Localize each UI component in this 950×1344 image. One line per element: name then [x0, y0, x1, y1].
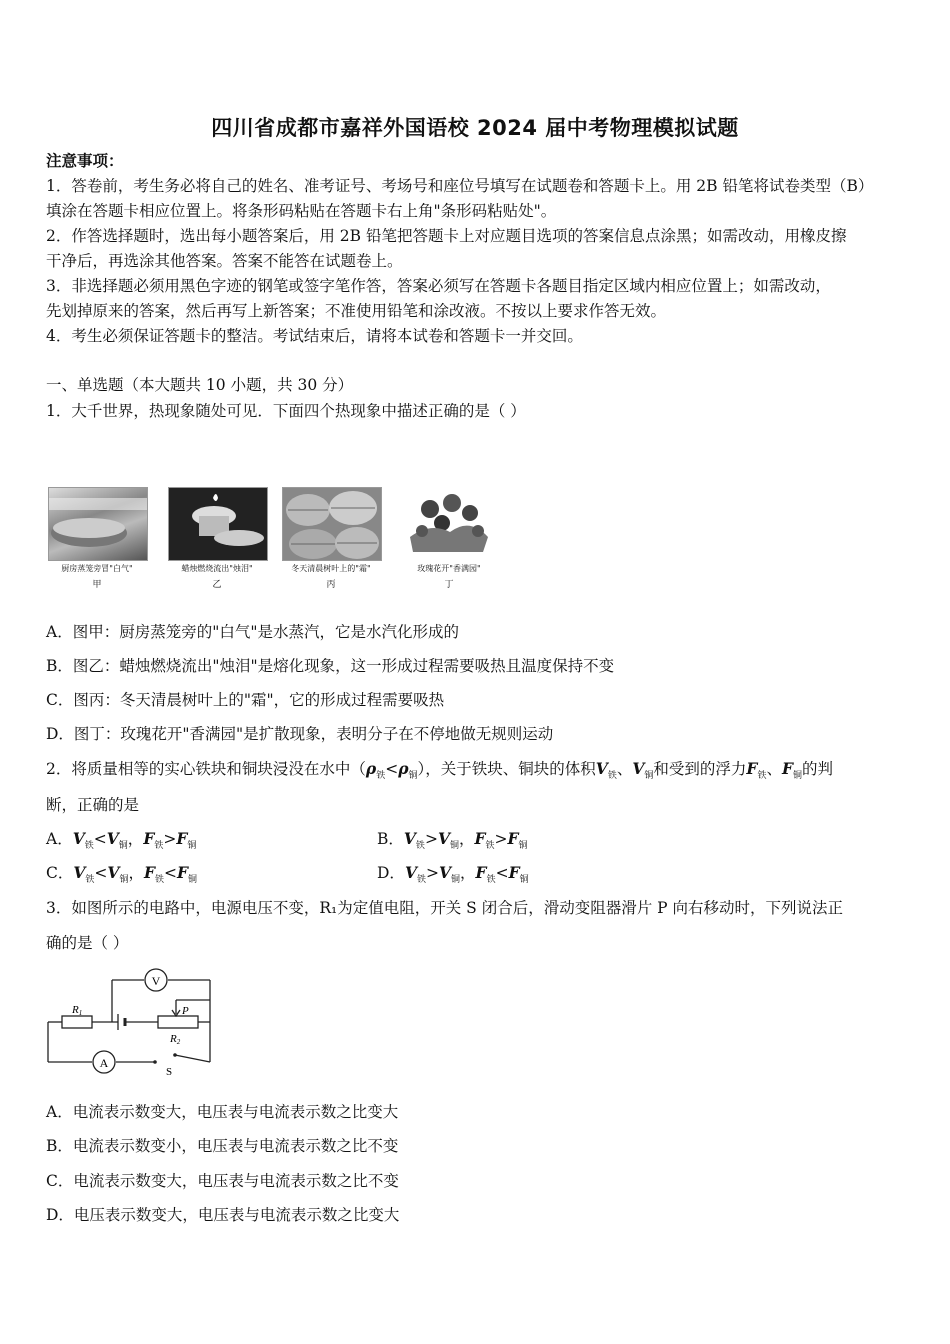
notice-line-3: 2．作答选择题时，选出每小题答案后，用 2B 铅笔把答题卡上对应题目选项的答案信息点涂黑；如需改动，用橡皮擦	[46, 227, 847, 245]
slider-p-label: P	[182, 1005, 189, 1017]
q3-option-c: C．电流表示数变大，电压表与电流表示数之比不变	[46, 1172, 399, 1190]
q2-option-c: C．$V_铁<V_铜$，$F_铁<F_铜$	[46, 863, 198, 886]
q3-stem: 3．如图所示的电路中，电源电压不变，R₁为定值电阻，开关 S 闭合后，滑动变阻器滑片 P 向右移动时，下列说法正	[46, 899, 844, 917]
circuit-diagram	[40, 964, 220, 1080]
label-ding: 丁	[444, 580, 454, 590]
q1-option-d: D．图丁：玫瑰花开"香满园"是扩散现象，表明分子在不停地做无规则运动	[46, 725, 554, 743]
q2-option-a: A．$V_铁<V_铜$，$F_铁>F_铜$	[46, 829, 197, 852]
q3-stem-line2: 确的是（ ）	[46, 934, 129, 952]
label-jia: 甲	[92, 580, 102, 590]
steamer-photo	[48, 487, 148, 561]
label-bing: 丙	[326, 580, 336, 590]
q1-option-a: A．图甲：厨房蒸笼旁的"白气"是水蒸汽，它是水汽化形成的	[46, 623, 459, 641]
q1-option-b: B．图乙：蜡烛燃烧流出"烛泪"是熔化现象，这一形成过程需要吸热且温度保持不变	[46, 657, 615, 675]
notice-line-6: 先划掉原来的答案，然后再写上新答案；不准使用铅笔和涂改液。不按以上要求作答无效。	[46, 302, 667, 320]
q2-stem-line2: 断，正确的是	[46, 796, 140, 814]
notice-line-4: 干净后，再选涂其他答案。答案不能答在试题卷上。	[46, 252, 403, 270]
label-yi: 乙	[212, 580, 222, 590]
ammeter-label: A	[99, 1056, 109, 1070]
section-heading: 一、单选题（本大题共 10 小题，共 30 分）	[46, 376, 354, 394]
candle-photo	[168, 487, 268, 561]
caption-ding: 玫瑰花开"香满园"	[417, 564, 481, 573]
q3-option-b: B．电流表示数变小，电压表与电流表示数之比不变	[46, 1137, 399, 1155]
r1-label: R1	[72, 1004, 83, 1017]
notice-line-1: 1．答卷前，考生务必将自己的姓名、准考证号、考场号和座位号填写在试题卷和答题卡上。用 2B 铅笔将试卷类型（B）	[46, 177, 874, 195]
notice-line-2: 填涂在答题卡相应位置上。将条形码粘贴在答题卡右上角"条形码粘贴处"。	[46, 202, 557, 220]
notice-line-5: 3．非选择题必须用黑色字迹的钢笔或签字笔作答，答案必须写在答题卡各题目指定区域内相应位置上；如需改动，	[46, 277, 831, 295]
q1-option-c: C．图丙：冬天清晨树叶上的"霜"，它的形成过程需要吸热	[46, 691, 445, 709]
switch-s-label: S	[166, 1066, 173, 1078]
notice-line-7: 4．考生必须保证答题卡的整洁。考试结束后，请将本试卷和答题卡一并交回。	[46, 327, 583, 345]
caption-yi: 蜡烛燃烧流出"烛泪"	[181, 564, 253, 573]
q2-stem: 2．将质量相等的实心铁块和铜块浸没在水中$(\rho_铁<\rho_铜)$，关于铁块、铜块的体积$V_铁$、$V_铜$和受到的浮力$F_铁$、$F_铜$的判	[46, 759, 834, 782]
voltmeter-label: V	[151, 974, 161, 988]
rose-photo	[400, 487, 498, 559]
r2-label: R2	[170, 1033, 181, 1046]
page-title: 四川省成都市嘉祥外国语校 2024 届中考物理模拟试题	[211, 116, 739, 140]
q1-stem: 1．大千世界，热现象随处可见．下面四个热现象中描述正确的是（ ）	[46, 402, 526, 420]
caption-jia: 厨房蒸笼旁冒"白气"	[61, 564, 133, 573]
frost-leaves-photo	[282, 487, 382, 561]
q3-option-a: A．电流表示数变大，电压表与电流表示数之比变大	[46, 1103, 399, 1121]
caption-bing: 冬天清晨树叶上的"霜"	[291, 564, 371, 573]
q2-option-d: D．$V_铁>V_铜$，$F_铁<F_铜$	[377, 863, 529, 886]
q3-option-d: D．电压表示数变大，电压表与电流表示数之比变大	[46, 1206, 400, 1224]
q2-option-b: B．$V_铁>V_铜$，$F_铁>F_铜$	[377, 829, 528, 852]
notice-heading: 注意事项：	[46, 151, 124, 170]
